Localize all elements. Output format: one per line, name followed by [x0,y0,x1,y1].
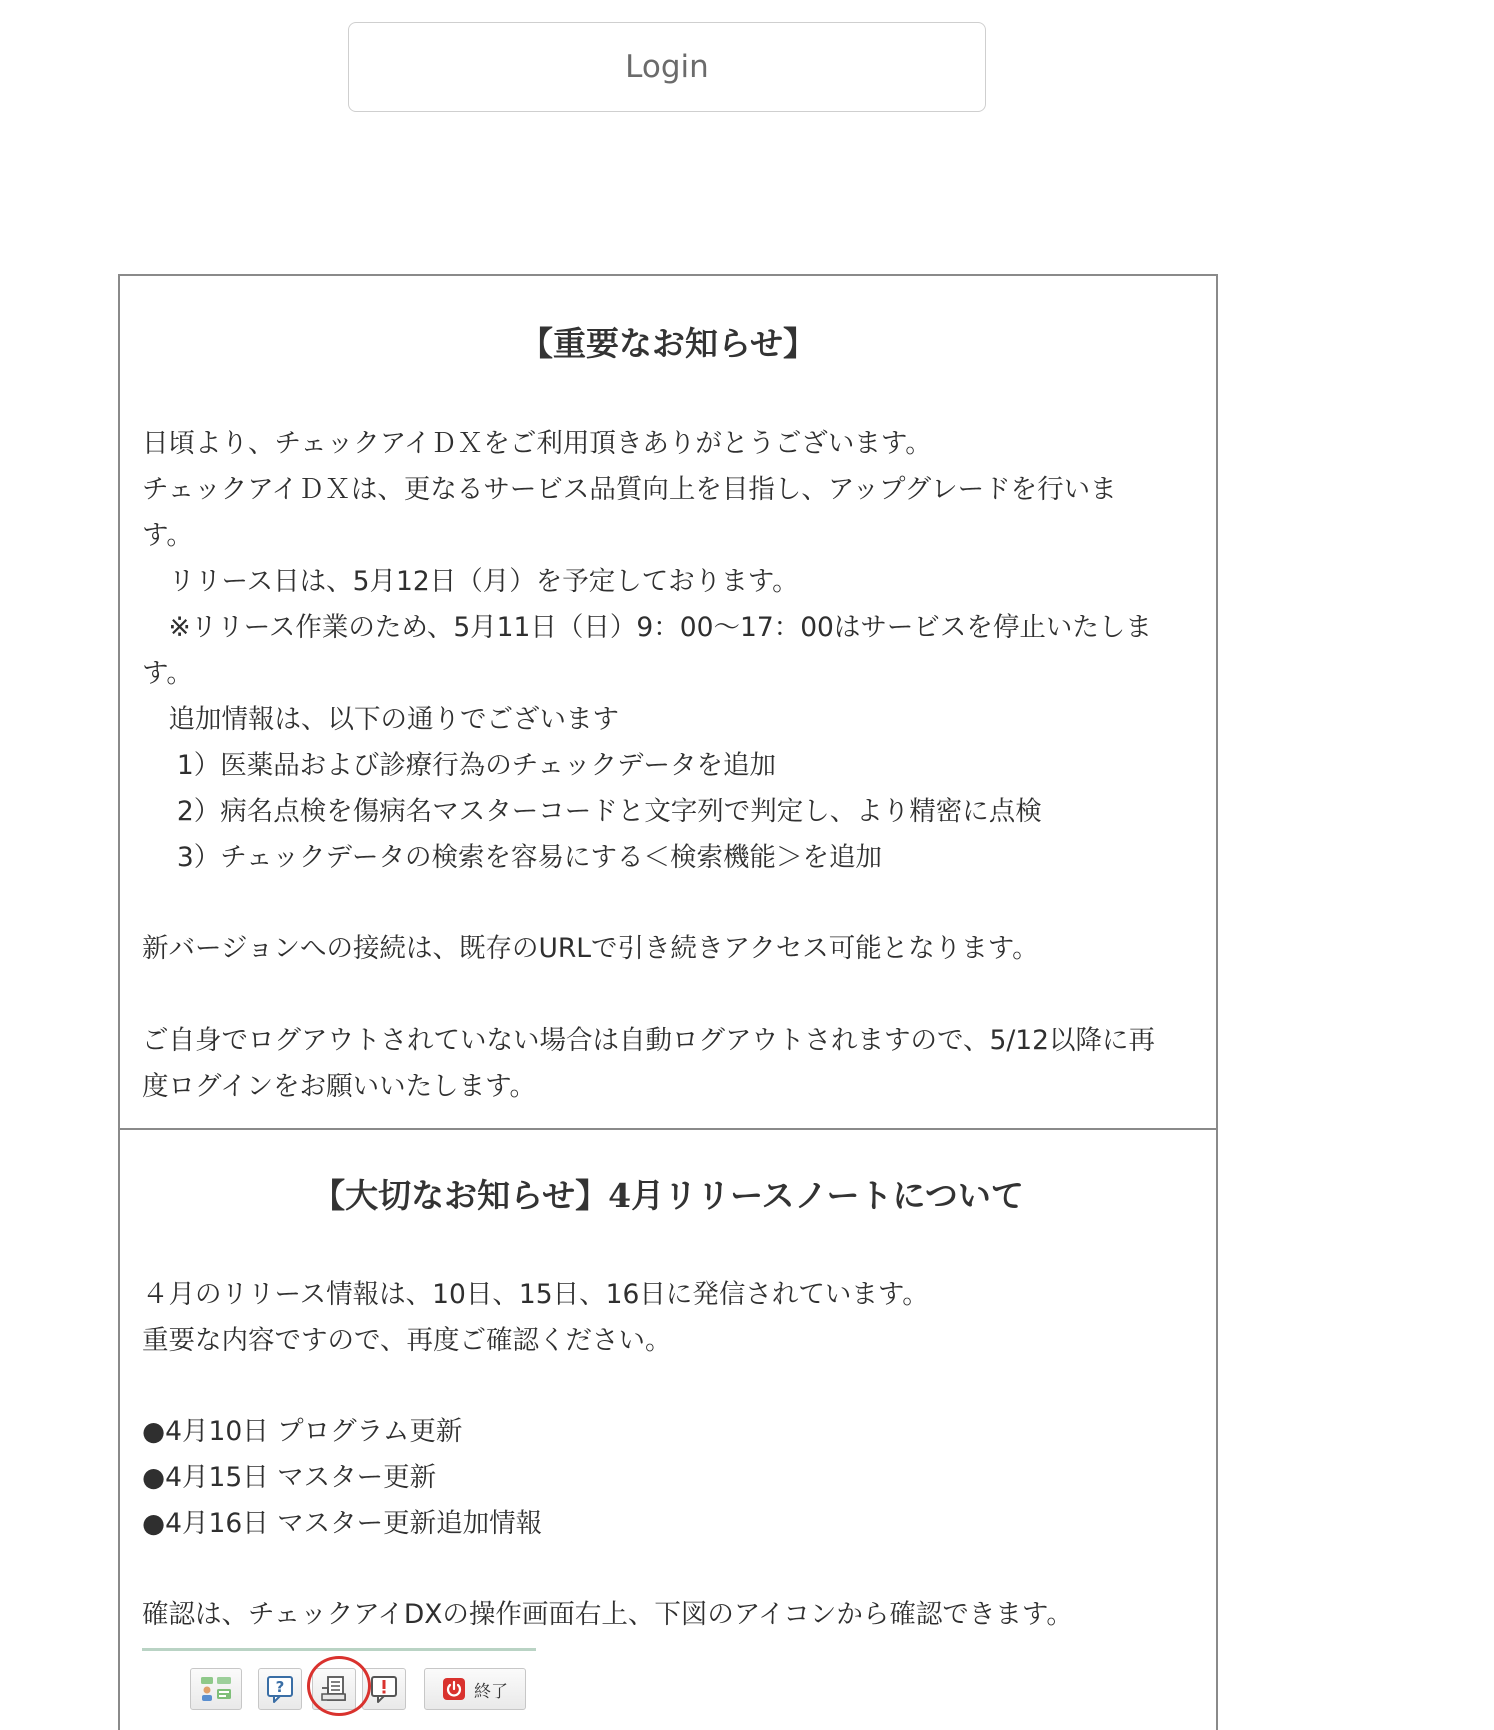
notice1-item-2: 2）病名点検を傷病名マスターコードと文字列で判定し、より精密に点検 [142,796,1042,827]
power-icon [442,1677,466,1701]
notice-button[interactable] [362,1668,406,1710]
notice1-line-2: チェックアイＤＸは、更なるサービス品質向上を目指し、アップグレードを行いま [142,474,1117,505]
release-note-title: 【大切なお知らせ】4月リリースノートについて [312,1176,1024,1215]
notice2-confirm-info: 確認は、チェックアイDXの操作画面右上、下図のアイコンから確認できます。 [142,1599,1073,1630]
notice1-line-1: 日頃より、チェックアイＤＸをご利用頂きありがとうございます。 [142,428,932,459]
user-settings-button[interactable] [190,1668,242,1710]
notice1-maintenance-window: ※リリース作業のため、5月11日（日）9：00～17：00はサービスを停止いたしま [142,612,1152,643]
alert-icon [369,1674,399,1704]
notice2-line-1: ４月のリリース情報は、10日、15日、16日に発信されています。 [142,1279,929,1310]
notice1-item-3: 3）チェックデータの検索を容易にする＜検索機能＞を追加 [142,842,882,873]
document-icon [319,1674,349,1704]
exit-button[interactable] [424,1668,526,1710]
svg-text:?: ? [275,1678,285,1696]
notice1-additional-info: 追加情報は、以下の通りでございます [142,704,619,735]
toolbar-divider [142,1648,536,1651]
important-notice-panel [118,274,1218,1130]
notice1-release-date: リリース日は、5月12日（月）を予定しております。 [142,566,799,597]
notice1-logout-info-cont: 度ログインをお願いいたします。 [142,1071,537,1102]
notice2-line-2: 重要な内容ですので、再度ご確認ください。 [142,1325,672,1356]
notice1-logout-info: ご自身でログアウトされていない場合は自動ログアウトされますので、5/12以降に再 [142,1025,1155,1056]
notice1-line-3: す。 [142,520,193,551]
notice1-url-info: 新バージョンへの接続は、既存のURLで引き続きアクセス可能となります。 [142,933,1039,964]
release-note-panel [118,1128,1218,1730]
release-notes-button[interactable] [312,1668,356,1710]
help-button[interactable] [258,1668,302,1710]
notice1-item-1: 1）医薬品および診療行為のチェックデータを追加 [142,750,776,781]
help-icon [265,1674,295,1704]
exit-label: 終了 [474,1681,508,1702]
notice2-bullet-1: ●4月10日 プログラム更新 [142,1416,463,1447]
users-icon [199,1674,233,1704]
notice1-line-6: す。 [142,658,193,689]
important-notice-title: 【重要なお知らせ】 [519,324,816,363]
notice2-bullet-2: ●4月15日 マスター更新 [142,1462,437,1493]
notice2-bullet-3: ●4月16日 マスター更新追加情報 [142,1508,543,1539]
login-button[interactable]: Login [348,22,986,112]
